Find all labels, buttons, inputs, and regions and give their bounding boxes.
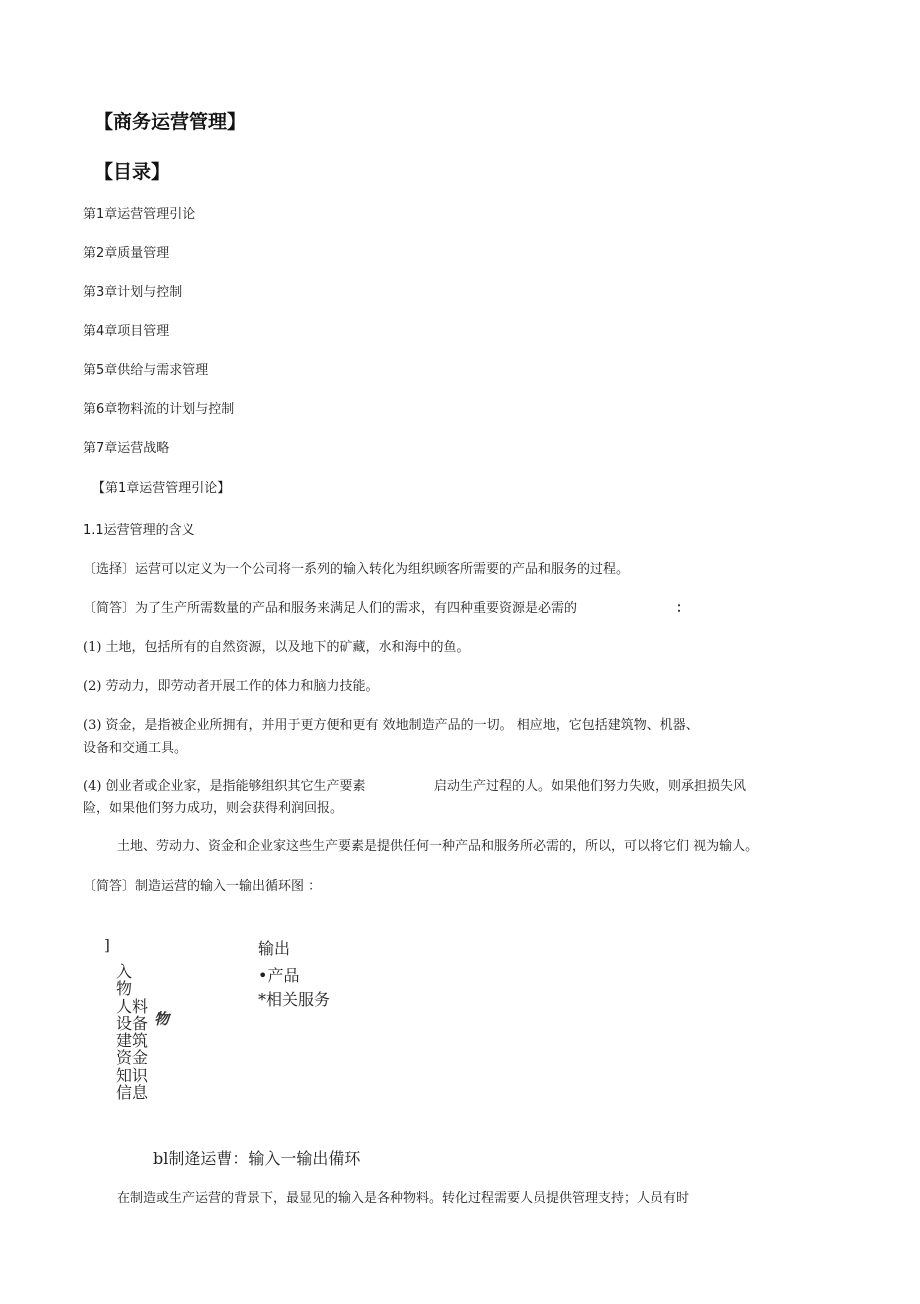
toc-item: 第4章项目管理 [83, 324, 170, 339]
input-item: 人料 [116, 996, 149, 1016]
input-item: 设备 [116, 1013, 149, 1033]
output-title: 输出 [258, 939, 291, 958]
input-item: 入 [116, 962, 133, 981]
input-item: 建筑 [116, 1031, 149, 1051]
document-title: 【商务运营管理】 [94, 111, 247, 133]
toc-item: 第3章计划与控制 [83, 285, 183, 300]
colon-mark: ： [676, 601, 690, 616]
toc-item: 第1章运营管理引论 [83, 207, 196, 222]
output-item: *相关服务 [258, 990, 331, 1009]
section-heading: 1.1运营管理的含义 [83, 523, 195, 538]
input-item: 信息 [116, 1083, 149, 1103]
list-item-capital: (3) 资金，是指被企业所拥有，并用于更方便和更有 效地制造产品的一切。 相应地，它包括建筑物、机器、 [83, 718, 699, 733]
short-answer-question: 〔简答〕为了生产所需数量的产品和服务来满足人们的需求，有四种重要资源是必需的 [83, 601, 578, 616]
toc-item: 第6章物料流的计划与控制 [83, 402, 235, 417]
input-item: 资金 [116, 1048, 149, 1068]
list-item-land: (1) 土地，包括所有的自然资源，以及地下的矿藏，水和海中的鱼。 [83, 640, 470, 655]
output-item: •产品 [258, 966, 300, 985]
input-bracket-mark: ] [104, 936, 110, 954]
closing-paragraph: 在制造或生产运营的背景下，最显见的输入是各种物料。转化过程需要人员提供管理支持；人员有时 [117, 1191, 690, 1206]
transform-label: 物 [154, 1010, 170, 1028]
list-item-entrepreneur: (4) 创业者或企业家，是指能够组织其它生产要素 [83, 779, 366, 794]
input-item: 物 [116, 979, 133, 999]
list-item-capital-cont: 设备和交通工具。 [83, 741, 188, 756]
input-item: 知识 [116, 1065, 149, 1085]
figure-caption: bl制逄运曹：输入一输出備环 [153, 1149, 361, 1168]
toc-item: 第7章运营战略 [83, 441, 170, 456]
choice-question: 〔选择〕运营可以定义为一个公司将一系列的输入转化为组织顾客所需要的产品和服务的过程。 [83, 562, 630, 577]
toc-item: 第5章供给与需求管理 [83, 363, 209, 378]
input-list [116, 963, 148, 1101]
summary-paragraph: 土地、劳动力、资金和企业家这些生产要素是提供任何一种产品和服务所必需的，所以，可以将它们 视为输人。 [117, 839, 759, 854]
list-item-entrepreneur-b: 启动生产过程的人。如果他们努力失败，则承担损失风 [434, 779, 747, 794]
toc-item: 第2章质量管理 [83, 246, 170, 261]
list-item-entrepreneur-cont: 险，如果他们努力成功，则会获得利润回报。 [83, 801, 344, 816]
diagram-question: 〔简答〕制造运营的输入一输出循环图 ： [83, 879, 322, 894]
chapter-heading: 【第1章运营管理引论】 [92, 481, 231, 496]
toc-heading: 【目录】 [94, 161, 171, 183]
list-item-labor: (2) 劳动力，即劳动者开展工作的体力和脑力技能。 [83, 679, 379, 694]
